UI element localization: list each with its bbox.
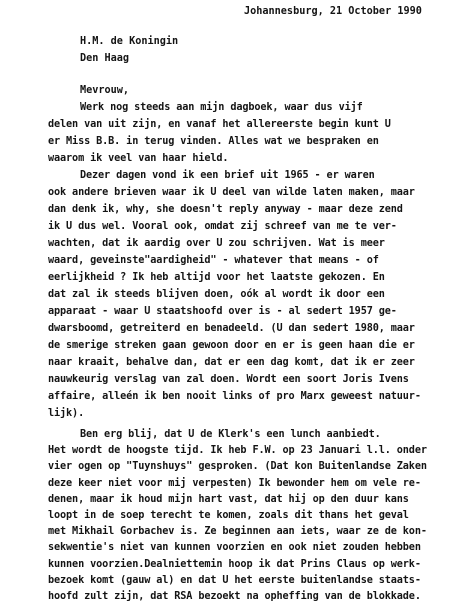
paragraph-line: ik U dus wel. Vooral ook, omdat zij schreef van me te ver- [48, 221, 397, 232]
paragraph-line: vier ogen op "Tuynshuys" gesproken. (Dat kon Buitenlandse Zaken [48, 461, 427, 473]
salutation: Mevrouw, [80, 85, 130, 96]
paragraph-line: denen, maar ik houd mijn hart vast, dat hij op den duur kans [48, 493, 409, 505]
paragraph-line: sekwentie's niet van kunnen voorzien en ook niet zouden hebben [48, 542, 421, 554]
paragraph-line: nauwkeurig verslag van zal doen. Wordt een soort Joris Ivens [48, 374, 409, 385]
paragraph-line: ook andere brieven waar ik U deel van wilde laten maken, maar [48, 187, 415, 198]
paragraph-line: Ben erg blij, dat U de Klerk's een lunch aanbiedt. [80, 429, 381, 440]
paragraph-line: Het wordt de hoogste tijd. Ik heb F.W. op 23 Januari l.l. onder [48, 445, 427, 457]
paragraph-line: deze keer niet voor mij verpesten) Ik bewonder hem om vele re- [48, 477, 421, 489]
paragraph-line: er Miss B.B. in terug vinden. Alles wat we bespraken en [48, 136, 379, 147]
letter-date: Johannesburg, 21 October 1990 [244, 6, 422, 17]
paragraph-line: lijk). [48, 408, 85, 419]
recipient-name: H.M. de Koningin [80, 36, 179, 47]
paragraph-line: Werk nog steeds aan mijn dagboek, waar dus vijf [80, 102, 363, 113]
paragraph-line: hoofd zult zijn, dat RSA bezoekt na opheffing van de blokkade. [48, 591, 421, 602]
paragraph-line: kunnen voorzien.Dealniettemin hoop ik dat Prins Claus op werk- [48, 558, 421, 570]
paragraph-line: Dezer dagen vond ik een brief uit 1965 - er waren [80, 170, 375, 181]
paragraph-line: dat zal ik steeds blijven doen, oók al wordt ik door een [48, 289, 385, 300]
paragraph-line: dan denk ik, why, she doesn't reply anyway - maar deze zend [48, 204, 403, 215]
paragraph-line: wachten, dat ik aardig over U zou schrijven. Wat is meer [48, 238, 385, 249]
recipient-city: Den Haag [80, 53, 130, 64]
paragraph-line: delen van uit zijn, en vanaf het allereerste begin kunt U [48, 119, 391, 130]
paragraph-line: naar kraait, behalve dan, dat er een dag komt, dat ik er zeer [48, 357, 415, 368]
paragraph-line: loopt in de soep terecht te komen, zoals dit thans het geval [48, 510, 409, 521]
paragraph-line: eerlijkheid ? Ik heb altijd voor het laatste gekozen. En [48, 272, 385, 283]
paragraph-line: met Mikhail Gorbachev is. Ze beginnen aan iets, waar ze de kon- [48, 526, 427, 538]
paragraph-line: de smerige streken gaan gewoon door en er is geen haan die er [48, 340, 415, 351]
paragraph-line: bezoek komt (gauw al) en dat U het eerste buitenlandse staats- [48, 574, 421, 586]
paragraph-line: waard, geveinste"aardigheid" - whatever that means - of [48, 255, 379, 266]
paragraph-line: affaire, alleén ik ben nooit links of pro Marx geweest natuur- [48, 391, 421, 402]
paragraph-line: waarom ik veel van haar hield. [48, 153, 229, 164]
paragraph-line: apparaat - waar U staatshoofd over is - al sedert 1957 ge- [48, 306, 397, 317]
paragraph-line: dwarsboomd, getreiterd en benadeeld. (U dan sedert 1980, maar [48, 323, 415, 334]
